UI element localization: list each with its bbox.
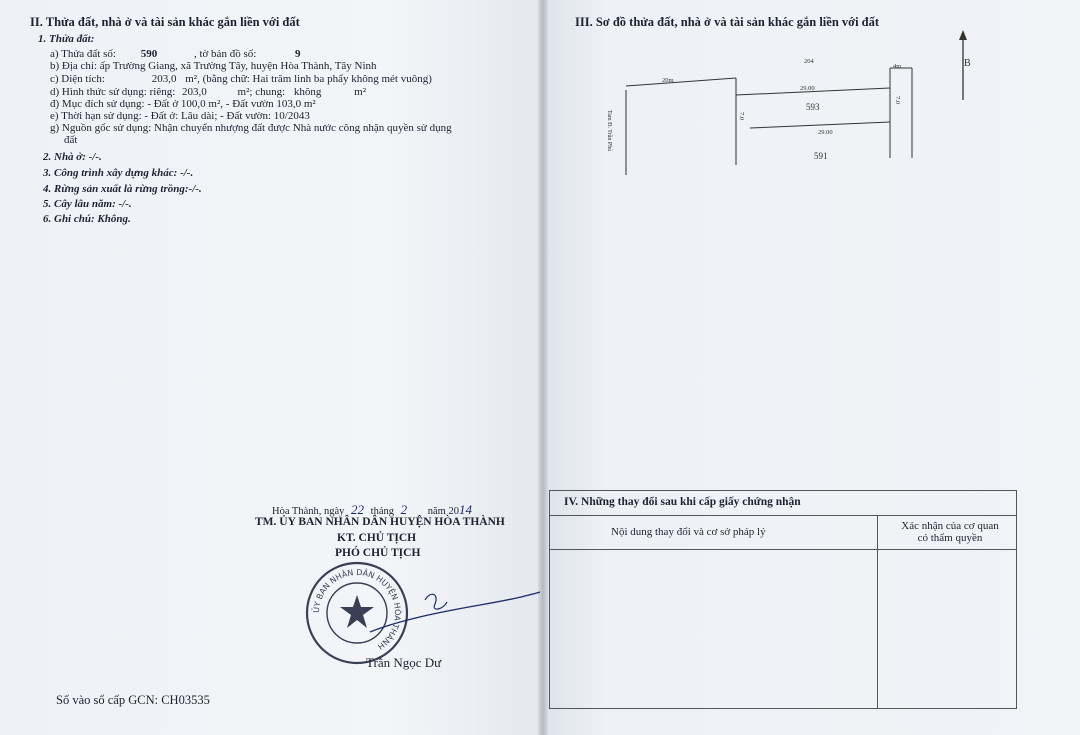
dim-204: 204 [804,58,814,65]
origin-line-cont: đất [64,134,78,146]
dim-left: 7.0 [738,112,745,121]
column-divider [877,515,878,708]
dim-4m: 4m [893,63,902,70]
right-page [540,0,1080,735]
parcel-number-main: 593 [806,102,820,112]
gcn-registry-number: Số vào sổ cấp GCN: CH03535 [56,693,210,707]
date-prefix: Hòa Thành, ngày [272,506,345,517]
date-day: 22 [351,502,365,517]
svg-text:ỦY BAN NHÂN DÂN HUYỆN HÒA THÀN: ỦY BAN NHÂN DÂN HUYỆN HÒA THÀNH [311,567,403,652]
area-label: c) Diện tích: [50,73,105,85]
area-value: 203,0 [151,73,177,85]
map-sheet-number: 9 [295,48,301,60]
usage-shared-unit: m² [354,86,366,98]
road-label: Tam Đ. Trần Phú [606,110,612,152]
usage-form-line [50,87,366,99]
section-iii-title: III. Sơ đồ thửa đất, nhà ở và tài sản khác gắn liền với đất [575,15,880,29]
dim-bottom: 29.00 [818,129,833,136]
parcel-line [50,49,301,61]
land-heading: 1. Thửa đất: [38,33,95,45]
purpose-line: đ) Mục đích sử dụng: - Đất ở 100,0 m², - Đất vườn 103,0 m² [50,98,316,110]
date-year-prefix: năm 20 [427,506,459,517]
area-in-words: m², (bằng chữ: Hai trăm linh ba phẩy không mét vuông) [185,73,432,85]
usage-private-value: 203,0 [182,86,207,98]
perennial-item: 5. Cây lâu năm: -/-. [43,198,132,210]
usage-shared-label: m²; chung: [237,86,286,98]
dim-20m: 20m [662,77,674,84]
north-label: B [964,58,971,69]
usage-form-label: d) Hình thức sử dụng: riêng: [50,86,176,98]
note-item: 6. Ghi chú: Không. [43,213,131,225]
changes-table-header [550,491,1016,516]
parcel-diagram [600,40,1000,180]
column-header-confirmation [890,520,1010,544]
book-fold [538,0,548,735]
changes-table-title: IV. Những thay đổi sau khi cấp giấy chứng nhận [564,496,801,508]
term-line: e) Thời hạn sử dụng: - Đất ở: Lâu dài; - Đất vườn: 10/2043 [50,110,310,122]
dim-right: 7.0 [894,96,901,105]
forest-item: 4. Rừng sản xuất là rừng trồng:-/-. [43,183,202,195]
signer-role-1: KT. CHỦ TỊCH [337,532,417,544]
parcel-number-below: 591 [814,151,828,161]
column-header-content: Nội dung thay đổi và cơ sở pháp lý [611,526,766,538]
column-header-confirmation-line2: có thẩm quyền [917,532,983,544]
house-item: 2. Nhà ở: -/-. [43,151,102,163]
address-line: b) Địa chỉ: ấp Trường Giang, xã Trường Tây, huyện Hòa Thành, Tây Ninh [50,60,377,72]
handwritten-signature [330,560,560,660]
header-row-divider [550,549,1016,550]
parcel-label: a) Thửa đất số: [50,48,116,60]
signer-name: Trần Ngọc Dư [366,655,442,670]
date-month: 2 [400,502,408,517]
map-sheet-label: , tờ bản đồ số: [193,48,257,60]
parcel-number: 590 [140,48,158,60]
usage-shared-value: không [293,86,322,98]
dim-top: 29.00 [800,85,815,92]
section-ii-title: II. Thửa đất, nhà ở và tài sản khác gắn liền với đất [30,15,300,29]
issuing-authority: TM. ỦY BAN NHÂN DÂN HUYỆN HÒA THÀNH [255,516,505,528]
signer-role-2: PHÓ CHỦ TỊCH [335,547,421,559]
column-header-confirmation-line1: Xác nhận của cơ quan [901,520,999,532]
date-month-label: tháng [370,506,394,517]
date-year: 14 [458,502,472,517]
origin-line: g) Nguồn gốc sử dụng: Nhận chuyển nhượng đất được Nhà nước công nhận quyền sử dụng [50,122,452,134]
construction-item: 3. Công trình xây dựng khác: -/-. [43,167,194,179]
area-line [50,74,432,86]
north-arrow-icon [956,30,972,102]
changes-table [549,490,1017,709]
